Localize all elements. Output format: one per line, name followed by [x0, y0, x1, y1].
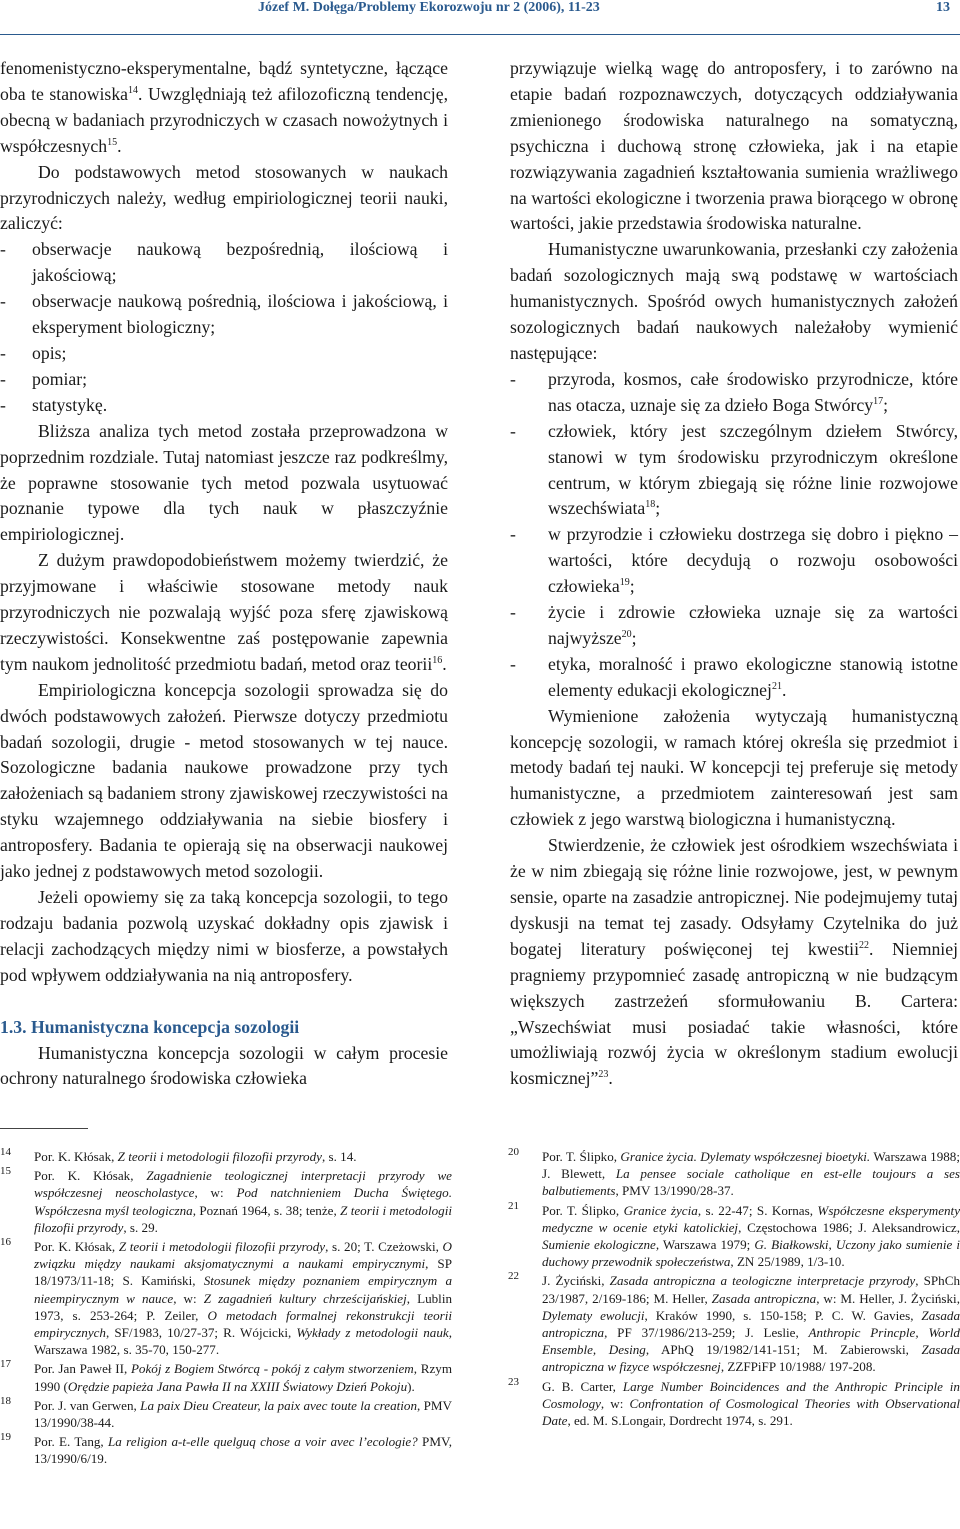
section-heading: 1.3. Humanistyczna koncepcja sozologii — [0, 1016, 300, 1037]
list-item: - pomiar; — [0, 367, 448, 393]
footnote: 14 Por. K. Kłósak, Z teorii i metodologii filozofii przyrody, s. 14. — [0, 1146, 357, 1164]
list-item: - życie i zdrowie człowieka uznaje się za wartości najwyższe$^{20}$; — [510, 600, 958, 652]
footnotes-left — [0, 1148, 452, 1470]
paragraph: Bliższa analiza tych metod została przeprowadzona w poprzednim rozdziale. Tutaj natomiast jeszcze raz podkreślmy, że poprawne stosowanie tych metod pozwala usytuować poznanie typowe dla tych nauk w płaszczyźnie empiriologicznej. — [0, 420, 448, 545]
footnote: 15 Por. K. Kłósak, Zagadnienie teologicznej interpretacji przyrody we współczesnej neoscholastyce, w: Pod natchnieniem Ducha Świętego. Współczesna myśl teologiczna, Poznań 1964, s. 38; tenże, Z teorii i metodologii filozofii przyrody, s. 29. — [0, 1165, 453, 1235]
list-item: - etyka, moralność i prawo ekologiczne stanowią istotne elementy edukacji ekologicznej$^{21}$. — [510, 652, 958, 704]
assumptions-list — [510, 367, 958, 704]
list-item: - statystykę. — [0, 393, 448, 419]
methods-list — [0, 237, 448, 418]
paragraph: Jeżeli opowiemy się za taką koncepcja sozologii, to tego rodzaju badania pozwolą uzyskać dokładny opis zjawisk i relacji zachodzących między nimi w biosferze, a powstałych pod wpływem oddziaływania na nią antroposfery. — [0, 887, 448, 985]
running-header — [0, 0, 960, 35]
right-column — [510, 56, 958, 1092]
journal-title: Józef M. Dołęga/Problemy Ekorozwoju nr 2 (2006), 11-23 — [258, 0, 600, 15]
list-item: - przyroda, kosmos, całe środowisko przyrodnicze, które nas otacza, uznaje się za dzieło Boga Stwórcy$^{17}$; — [510, 367, 958, 419]
list-item: - obserwacje naukową bezpośrednią, ilościową i jakościową; — [0, 237, 448, 289]
paragraph: Wymienione założenia wytyczają humanistyczną koncepcję sozologii, w ramach której określa się przedmiot i metody badań tej nauki. W koncepcji tej preferuje się metody humanistyczne, a przedmiotem zainteresowań jest sam człowiek z jego warstwą biologiczna i humanistyczną. — [510, 705, 958, 830]
footnote-separator — [0, 1128, 88, 1129]
footnote: 22 J. Życiński, Zasada antropiczna a teologiczne interpretacje przyrody, SPhCh 23/1987, 2/169-186; M. Heller, Zasada antropiczna, w: M. Heller, J. Życiński, Dylematy ewolucji, Kraków 1990, s. 150-158; P. C. W. Gavies, Zasada antropiczna, PF 37/1986/213-259; J. Leslie, Anthropic Princple, World Ensemble, Desing, APhQ 19/1982/141-151; M. Zabierowski, Zasada antropiczna w fizyce współczesnej, ZZFPiFP 10/1988/ 197-208. — [508, 1270, 960, 1375]
page-number: 13 — [936, 0, 950, 15]
footnote: 17 Por. Jan Paweł II, Pokój z Bogiem Stwórcą - pokój z całym stworzeniem, Rzym 1990 (Orędzie papieża Jana Pawła II na XXIII Światowy Dzień Pokoju). — [0, 1358, 453, 1394]
paragraph: Do podstawowych metod stosowanych w naukach przyrodniczych należy, według empiriologicznej teorii nauki, zaliczyć: — [0, 161, 448, 234]
left-column — [0, 56, 448, 1092]
list-item: - opis; — [0, 341, 448, 367]
list-item: - w przyrodzie i człowieku dostrzega się dobro i piękno – wartości, które decydują o rozwoju osobowości człowieka$^{19}$; — [510, 522, 958, 600]
footnote: 23 G. B. Carter, Large Number Boincidences and the Anthropic Principle in Cosmology, w: Confrontation of Cosmological Theories with Observational Date, ed. M. S.Longair, Dordrecht 1974, s. 291. — [508, 1375, 960, 1429]
paragraph: Stwierdzenie, że człowiek jest ośrodkiem wszechświata i że w nim zbiegają się różne linie rozwojowe, jest, w pewnym sensie, oparte na zasadzie antropicznej. Nie podejmujemy tutaj dyskusji na temat tej zasady. Odsyłamy Czytelnika do już bogatej literatury poświęconej tej kwestii$^{22}$. Niemniej pragniemy przypomnieć zasadę antropiczną w nie budzącym większych zastrzeżeń sformułowaniu B. Cartera: „Wszechświat musi posiadać takie własności, które umożliwiają rozwój życia w określonym stadium ewolucji kosmicznej”$^{23}$. — [510, 835, 958, 1089]
paragraph: fenomenistyczno-eksperymentalne, bądź syntetyczne, łączące oba te stanowiska$^{14}$. Uwzględniają też afilozoficzną tendencję, obecną w badaniach przyrodniczych w czasach nowożytnych i współczesnych$^{15}$. — [0, 58, 448, 156]
paragraph: Z dużym prawdopodobieństwem możemy twierdzić, że przyjmowane i właściwie stosowane metody nauk przyrodniczych nie pozwalają wyjść poza sferę zjawiskową rzeczywistości. Konsekwentne zaś postępowanie zapewnia tym naukom jednolitość przedmiotu badań, metod oraz teorii$^{16}$. — [0, 550, 448, 674]
paragraph: Humanistyczne uwarunkowania, przesłanki czy założenia badań sozologicznych mają swą podstawę w wartościach humanistycznych. Spośród owych humanistycznych założeń sozologicznych badań naukowych należałoby wymienić następujące: — [510, 239, 958, 363]
paragraph: przywiązuje wielką wagę do antroposfery, i to zarówno na etapie badań rozpoznawczych, dotyczących oddziaływania zmienionego środowiska naturalnego na somatyczną, psychiczna i duchową stronę człowieka, jak i na etapie rozwiązywania zagadnień kształtowania sumienia wrażliwego na wartości ekologiczne i tworzenia prawa biorącego w obronę wartości, jakie przedstawia środowiska naturalne. — [510, 58, 958, 234]
footnote: 20 Por. T. Ślipko, Granice życia. Dylematy współczesnej bioetyki. Warszawa 1988; J. Blewett, La pensee sociale catholique en est-elle toujours a ses balbutiements, PMV 13/1990/28-37. — [508, 1146, 960, 1199]
footnote: 21 Por. T. Ślipko, Granice życia, s. 22-47; S. Kornas, Współczesne eksperymenty medyczne w ocenie etyki katolickiej, Częstochowa 1986; J. Aleksandrowicz, Sumienie ekologiczne, Warszawa 1979; G. Białkowski, Uczony jako sumienie i duchowy przewodnik społeczeństwa, ZN 25/1989, 1/3-10. — [508, 1199, 960, 1270]
paragraph: Humanistyczna koncepcja sozologii w całym procesie ochrony naturalnego środowiska człowieka — [0, 1042, 448, 1089]
list-item: - obserwacje naukową pośrednią, ilościowa i jakościową, i eksperyment biologiczny; — [0, 289, 448, 341]
footnote: 18 Por. J. van Gerwen, La paix Dieu Createur, la paix avec toute la creation, PMV 13/1990/38-44. — [0, 1394, 453, 1431]
footnote: 19 Por. E. Tang, La religion a-t-elle quelguq chose a voir avec l’ecologie? PMV, 13/1990/6/19. — [0, 1431, 453, 1467]
footnote: 16 Por. K. Kłósak, Z teorii i metodologii filozofii przyrody, s. 20; T. Czeżowski, O związku między naukami aksjomatycznymi a naukami empirycznymi, SP 18/1973/11-18; S. Kamiński, Stosunek między poznaniem empirycznym a nieempirycznym w nauce, w: Z zagadnień kultury chrześcijańskiej, Lublin 1973, s. 253-264; P. Zeiler, O metodach formalnej rekonstrukcji teorii empirycznych, SF/1983, 10/27-37; R. Wójcicki, Wykłady z metodologii nauk, Warszawa 1982, s. 35-70, 150-277. — [0, 1236, 453, 1358]
footnotes-right — [508, 1148, 960, 1431]
list-item: - człowiek, który jest szczególnym dziełem Stwórcy, stanowi w tym środowisku przyrodniczym określone centrum, w którym zbiegają się różne linie rozwojowe wszechświata$^{18}$; — [510, 419, 958, 523]
paragraph: Empiriologiczna koncepcja sozologii sprowadza się do dwóch podstawowych założeń. Pierwsze dotyczy przedmiotu badań sozologii, drugie - metod stosowanych w tej nauce. Sozologiczne badania naukowe prowadzone przy tych założeniach są badaniem strony zjawiskowej rzeczywistości na styku wzajemnego oddziaływania na siebie biosfery i antroposfery. Badania te opierają się na obserwacji naukowej jako jednej z podstawowych metod sozologii. — [0, 679, 448, 882]
